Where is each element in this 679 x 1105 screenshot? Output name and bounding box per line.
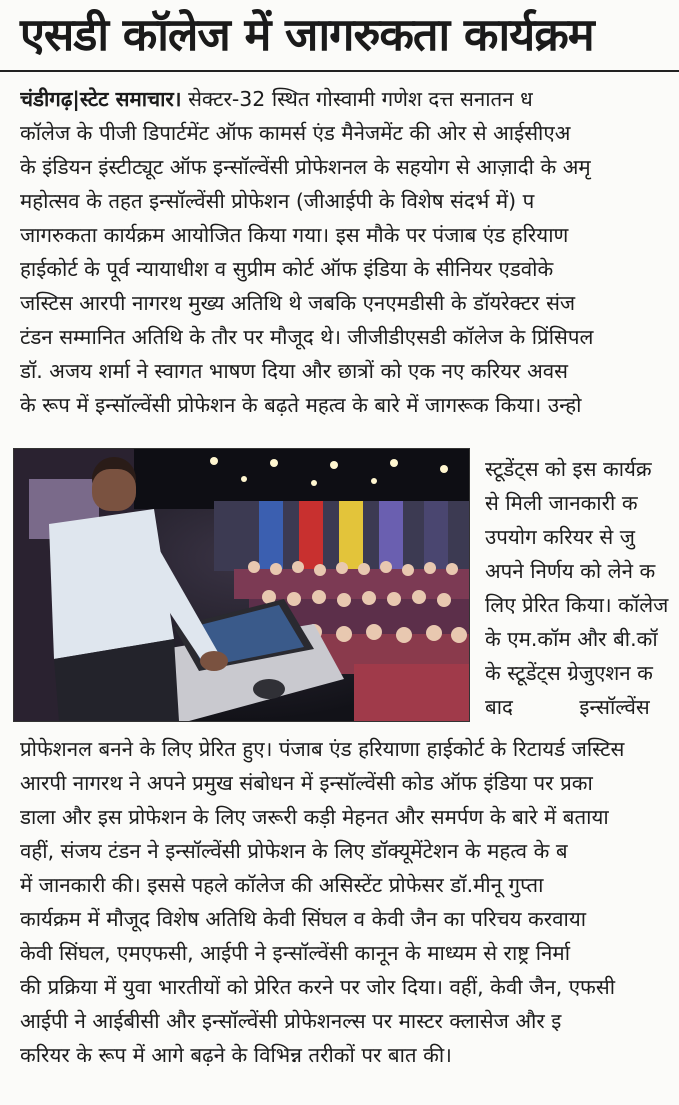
article-line: डॉ. अजय शर्मा ने स्वागत भाषण दिया और छात्रों को एक नए करियर अवस: [20, 359, 568, 383]
article-line: प्रोफेशनल बनने के लिए प्रेरित हुए। पंजाब एंड हरियाणा हाईकोर्ट के रिटायर्ड जस्टिस: [20, 737, 625, 761]
article-line: टंडन सम्मानित अतिथि के तौर पर मौजूद थे। जीजीडीएसडी कॉलेज के प्रिंसिपल: [20, 325, 594, 349]
headline: एसडी कॉलेज में जागरुकता कार्यक्रम: [20, 8, 594, 61]
article-line: के इंडियन इंस्टीट्यूट ऑफ इन्सॉल्वेंसी प्रोफेशनल के सहयोग से आज़ादी के अमृ: [20, 155, 591, 179]
article-line: के रूप में इन्सॉल्वेंसी प्रोफेशन के बढ़ते महत्व के बारे में जागरूक किया। उन्हो: [20, 393, 582, 417]
article-line: से मिली जानकारी क: [485, 491, 638, 515]
article-line: जागरुकता कार्यक्रम आयोजित किया गया। इस मौके पर पंजाब एंड हरियाण: [20, 223, 569, 247]
article-line: की प्रक्रिया में युवा भारतीयों को प्रेरित करने पर जोर दिया। वहीं, केवी जैन, एफसी: [20, 975, 616, 999]
article-line: हाईकोर्ट के पूर्व न्यायाधीश व सुप्रीम कोर्ट ऑफ इंडिया के सीनियर एडवोके: [20, 257, 554, 281]
article-line: में जानकारी की। इससे पहले कॉलेज की असिस्टेंट प्रोफेसर डॉ.मीनू गुप्ता: [20, 873, 544, 897]
headline-rule: [0, 70, 679, 72]
article-line: उपयोग करियर से जु: [485, 525, 635, 549]
article-line: कॉलेज के पीजी डिपार्टमेंट ऑफ कामर्स एंड मैनेजमेंट की ओर से आईसीएअ: [20, 121, 571, 145]
article-line: आरपी नागरथ ने अपने प्रमुख संबोधन में इन्सॉल्वेंसी कोड ऑफ इंडिया पर प्रका: [20, 771, 593, 795]
event-photo: [13, 448, 470, 722]
article-line: महोत्सव के तहत इन्सॉल्वेंसी प्रोफेशन (जीआईपी के विशेष संदर्भ में) प: [20, 189, 535, 213]
article-line: आईपी ने आईबीसी और इन्सॉल्वेंसी प्रोफेशनल्स पर मास्टर क्लासेज और इ: [20, 1009, 562, 1033]
article-line: स्टूडेंट्स को इस कार्यक्र: [485, 457, 652, 481]
article-line: करियर के रूप में आगे बढ़ने के विभिन्न तरीकों पर बात की।: [20, 1043, 452, 1067]
dateline: चंडीगढ़|स्टेट समाचार।: [20, 87, 182, 111]
auditorium-photo-illustration: [14, 449, 469, 721]
article-line: डाला और इस प्रोफेशन के लिए जरूरी कड़ी मेहनत और समर्पण के बारे में बताया: [20, 805, 609, 829]
article-line: जस्टिस आरपी नागरथ मुख्य अतिथि थे जबकि एनएमडीसी के डॉयरेक्टर संज: [20, 291, 576, 315]
article-line: चंडीगढ़|स्टेट समाचार। सेक्टर-32 स्थित गोस्वामी गणेश दत्त सनातन ध: [20, 87, 533, 111]
article-line: वहीं, संजय टंडन ने इन्सॉल्वेंसी प्रोफेशन के लिए डॉक्यूमेंटेशन के महत्व के ब: [20, 839, 568, 863]
article-line: अपने निर्णय को लेने क: [485, 559, 656, 583]
article-line: बाद इन्सॉल्वेंस: [485, 695, 650, 719]
article-line: केवी सिंघल, एमएफसी, आईपी ने इन्सॉल्वेंसी कानून के माध्यम से राष्ट्र निर्मा: [20, 941, 570, 965]
article-line: लिए प्रेरित किया। कॉलेज: [485, 593, 669, 617]
article-line: के एम.कॉम और बी.कॉ: [485, 627, 658, 651]
article-line: के स्टूडेंट्स ग्रेजुएशन क: [485, 661, 653, 685]
article-line: कार्यक्रम में मौजूद विशेष अतिथि केवी सिंघल व केवी जैन का परिचय करवाया: [20, 907, 587, 931]
